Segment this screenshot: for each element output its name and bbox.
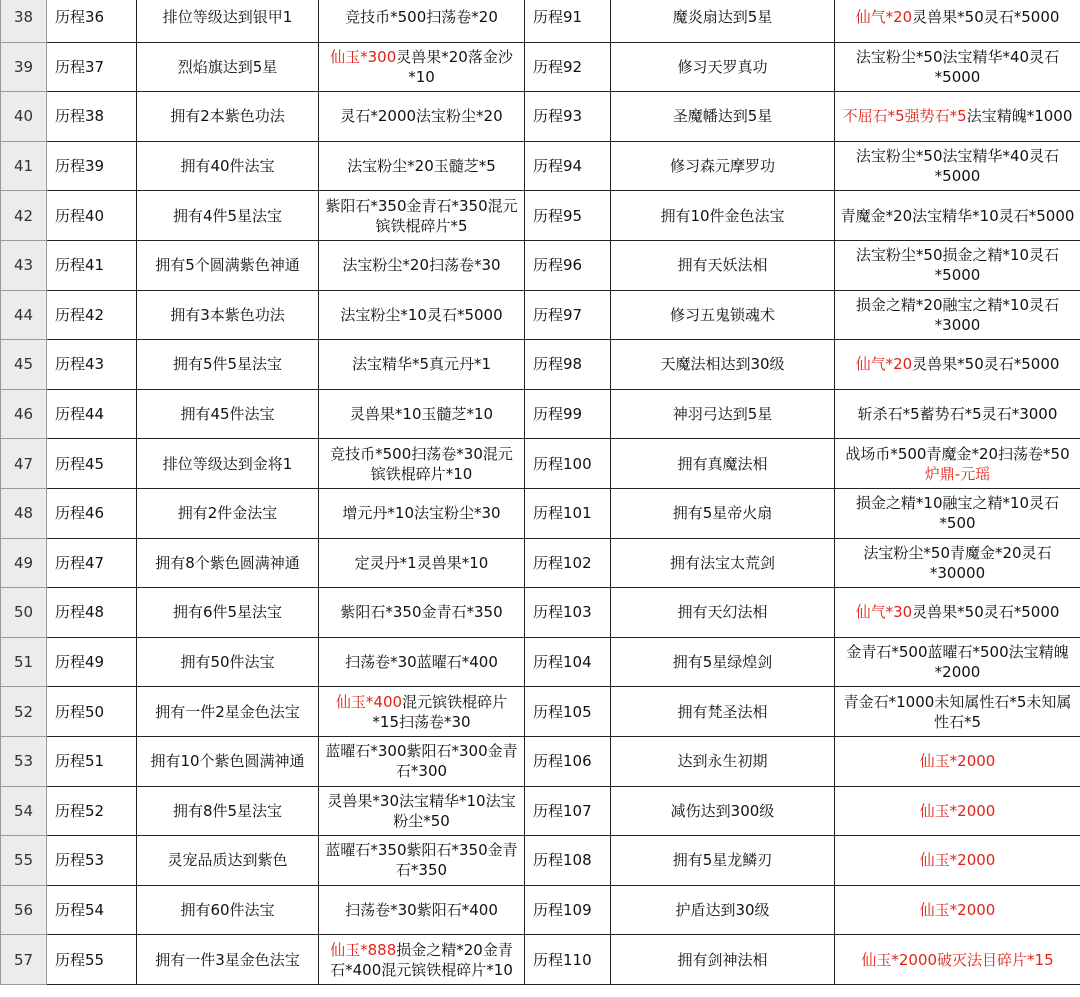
table-row xyxy=(1,290,1080,340)
reward-text: 灵兽果*50灵石*5000 xyxy=(912,603,1060,622)
table-row xyxy=(1,588,1080,638)
milestone-condition-cell[interactable]: 灵宠品质达到紫色 xyxy=(137,836,319,886)
row-number[interactable]: 44 xyxy=(1,290,47,340)
milestone-reward-cell[interactable] xyxy=(835,736,1080,786)
reward-text: 损金之精*20融宝之精*10灵石*3000 xyxy=(855,295,1060,334)
reward-text: 紫阳石*350金青石*350混元镔铁棍碎片*5 xyxy=(325,196,518,235)
milestone-condition-cell[interactable]: 魔炎扇达到5星 xyxy=(611,0,835,42)
milestone-condition-cell[interactable]: 拥有4件5星法宝 xyxy=(137,191,319,241)
reward-text: 青魔金*20法宝精华*10灵石*5000 xyxy=(840,206,1075,225)
table-row xyxy=(1,42,1080,92)
milestone-reward-cell[interactable] xyxy=(319,439,525,489)
milestone-id-cell[interactable]: 历程107 xyxy=(525,786,611,836)
reward-text: 损金之精*10融宝之精*10灵石*500 xyxy=(855,494,1060,533)
milestone-condition-cell[interactable]: 护盾达到30级 xyxy=(611,885,835,935)
milestone-id-cell[interactable]: 历程91 xyxy=(525,0,611,42)
row-number[interactable]: 51 xyxy=(1,637,47,687)
milestone-id-cell[interactable]: 历程44 xyxy=(47,389,137,439)
milestone-condition-cell[interactable]: 拥有5星龙鳞刃 xyxy=(611,836,835,886)
milestone-reward-cell[interactable] xyxy=(835,191,1080,241)
row-number[interactable]: 54 xyxy=(1,786,47,836)
milestone-condition-cell[interactable]: 拥有法宝太荒剑 xyxy=(611,538,835,588)
reward-text: 增元丹*10法宝粉尘*30 xyxy=(342,504,501,523)
milestone-reward-cell[interactable] xyxy=(835,588,1080,638)
reward-text: 法宝粉尘*50法宝精华*40灵石*5000 xyxy=(855,47,1060,86)
milestone-id-cell[interactable]: 历程52 xyxy=(47,786,137,836)
milestone-reward-cell[interactable] xyxy=(835,240,1080,290)
milestone-reward-cell[interactable] xyxy=(835,290,1080,340)
reward-text: 扫荡卷*30紫阳石*400 xyxy=(345,900,498,919)
milestone-id-cell[interactable]: 历程48 xyxy=(47,588,137,638)
milestone-id-cell[interactable]: 历程45 xyxy=(47,439,137,489)
highlight-reward-text: 仙玉*2000 xyxy=(919,752,996,771)
reward-text: 灵兽果*30法宝精华*10法宝粉尘*50 xyxy=(327,791,516,830)
milestone-condition-cell[interactable]: 拥有真魔法相 xyxy=(611,439,835,489)
milestone-condition-cell[interactable]: 烈焰旗达到5星 xyxy=(137,42,319,92)
milestone-reward-cell[interactable] xyxy=(319,885,525,935)
table-row xyxy=(1,92,1080,142)
row-number[interactable]: 46 xyxy=(1,389,47,439)
table-row xyxy=(1,439,1080,489)
table-row xyxy=(1,885,1080,935)
highlight-reward-text: 仙玉*300 xyxy=(330,47,397,66)
milestone-reward-cell[interactable] xyxy=(835,836,1080,886)
milestone-id-cell[interactable]: 历程95 xyxy=(525,191,611,241)
milestone-condition-cell[interactable]: 拥有3本紫色功法 xyxy=(137,290,319,340)
reward-text: 法宝粉尘*20玉髓芝*5 xyxy=(347,157,496,176)
milestone-id-cell[interactable]: 历程36 xyxy=(47,0,137,42)
milestone-id-cell[interactable]: 历程41 xyxy=(47,240,137,290)
milestone-id-cell[interactable]: 历程97 xyxy=(525,290,611,340)
milestone-id-cell[interactable]: 历程110 xyxy=(525,935,611,985)
row-number[interactable]: 53 xyxy=(1,736,47,786)
milestone-id-cell[interactable]: 历程37 xyxy=(47,42,137,92)
reward-text: 灵兽果*50灵石*5000 xyxy=(912,8,1060,27)
milestone-reward-cell[interactable] xyxy=(319,935,525,985)
milestone-condition-cell[interactable]: 拥有5件5星法宝 xyxy=(137,340,319,390)
reward-text: 战场币*500青魔金*20扫荡卷*50 xyxy=(845,444,1070,463)
milestone-condition-cell[interactable]: 拥有50件法宝 xyxy=(137,637,319,687)
reward-text: 斩杀石*5蓄势石*5灵石*3000 xyxy=(857,405,1058,424)
milestone-reward-cell[interactable] xyxy=(835,885,1080,935)
milestone-id-cell[interactable]: 历程109 xyxy=(525,885,611,935)
milestone-id-cell[interactable]: 历程55 xyxy=(47,935,137,985)
milestone-id-cell[interactable]: 历程42 xyxy=(47,290,137,340)
reward-text: 灵石*2000法宝粉尘*20 xyxy=(340,107,503,126)
milestone-id-cell[interactable]: 历程104 xyxy=(525,637,611,687)
milestone-reward-cell[interactable] xyxy=(319,290,525,340)
table-row xyxy=(1,389,1080,439)
row-number[interactable]: 43 xyxy=(1,240,47,290)
row-number[interactable]: 57 xyxy=(1,935,47,985)
milestone-condition-cell[interactable]: 拥有6件5星法宝 xyxy=(137,588,319,638)
table-row xyxy=(1,637,1080,687)
milestone-id-cell[interactable]: 历程93 xyxy=(525,92,611,142)
milestone-reward-cell[interactable] xyxy=(319,836,525,886)
reward-text: 灵兽果*50灵石*5000 xyxy=(912,355,1060,374)
milestone-condition-cell[interactable]: 拥有5星绿煌剑 xyxy=(611,637,835,687)
highlight-reward-text: 仙玉*2000 xyxy=(919,851,996,870)
milestone-reward-cell[interactable] xyxy=(835,786,1080,836)
reward-text: 法宝粉尘*50损金之精*10灵石*5000 xyxy=(855,246,1060,285)
milestone-reward-cell[interactable] xyxy=(319,588,525,638)
row-number[interactable]: 47 xyxy=(1,439,47,489)
row-number[interactable]: 56 xyxy=(1,885,47,935)
milestone-condition-cell[interactable]: 拥有60件法宝 xyxy=(137,885,319,935)
table-row xyxy=(1,786,1080,836)
milestone-id-cell[interactable]: 历程50 xyxy=(47,687,137,737)
table-row xyxy=(1,836,1080,886)
row-number[interactable]: 52 xyxy=(1,687,47,737)
milestone-condition-cell[interactable]: 达到永生初期 xyxy=(611,736,835,786)
milestone-id-cell[interactable]: 历程100 xyxy=(525,439,611,489)
milestone-condition-cell[interactable]: 拥有40件法宝 xyxy=(137,141,319,191)
milestone-condition-cell[interactable]: 拥有一件3星金色法宝 xyxy=(137,935,319,985)
reward-text: 法宝粉尘*10灵石*5000 xyxy=(340,305,503,324)
milestone-condition-cell[interactable]: 排位等级达到金将1 xyxy=(137,439,319,489)
row-number[interactable]: 40 xyxy=(1,92,47,142)
milestone-id-cell[interactable]: 历程43 xyxy=(47,340,137,390)
highlight-reward-text: 仙玉*2000 xyxy=(919,801,996,820)
row-number[interactable]: 50 xyxy=(1,588,47,638)
milestone-reward-cell[interactable] xyxy=(319,0,525,42)
highlight-reward-text: 不屈石*5强势石*5 xyxy=(842,107,967,126)
milestone-reward-cell[interactable] xyxy=(835,935,1080,985)
table-row xyxy=(1,687,1080,737)
milestone-id-cell[interactable]: 历程105 xyxy=(525,687,611,737)
milestone-condition-cell[interactable]: 拥有天幻法相 xyxy=(611,588,835,638)
milestone-id-cell[interactable]: 历程106 xyxy=(525,736,611,786)
milestone-reward-cell[interactable] xyxy=(835,538,1080,588)
milestone-condition-cell[interactable]: 拥有一件2星金色法宝 xyxy=(137,687,319,737)
milestone-condition-cell[interactable]: 拥有2件金法宝 xyxy=(137,488,319,538)
milestone-id-cell[interactable]: 历程51 xyxy=(47,736,137,786)
table-body xyxy=(1,0,1080,984)
milestone-reward-cell[interactable] xyxy=(319,240,525,290)
milestone-reward-cell[interactable] xyxy=(319,637,525,687)
milestone-id-cell[interactable]: 历程102 xyxy=(525,538,611,588)
table-row xyxy=(1,488,1080,538)
reward-text: 损金之精*20金青石*400混元镔铁棍碎片*10 xyxy=(330,940,513,979)
highlight-reward-text: 仙玉*2000破灭法目碎片*15 xyxy=(861,950,1054,969)
milestone-condition-cell[interactable]: 拥有10件金色法宝 xyxy=(611,191,835,241)
milestone-condition-cell[interactable]: 修习森元摩罗功 xyxy=(611,141,835,191)
reward-text: 金青石*500蓝曜石*500法宝精魄*2000 xyxy=(846,643,1069,682)
row-number[interactable]: 38 xyxy=(1,0,47,42)
row-number[interactable]: 48 xyxy=(1,488,47,538)
milestone-id-cell[interactable]: 历程96 xyxy=(525,240,611,290)
reward-text: 扫荡卷*30蓝曜石*400 xyxy=(345,653,498,672)
milestone-condition-cell[interactable]: 拥有5个圆满紫色神通 xyxy=(137,240,319,290)
reward-text: 紫阳石*350金青石*350 xyxy=(340,603,503,622)
milestone-reward-cell[interactable] xyxy=(319,389,525,439)
milestone-reward-cell[interactable] xyxy=(835,637,1080,687)
milestone-id-cell[interactable]: 历程46 xyxy=(47,488,137,538)
milestone-reward-cell[interactable] xyxy=(835,42,1080,92)
reward-text: 法宝粉尘*20扫荡卷*30 xyxy=(342,256,501,275)
highlight-reward-text: 仙玉*888 xyxy=(330,940,397,959)
milestone-condition-cell[interactable]: 拥有5星帝火扇 xyxy=(611,488,835,538)
row-number[interactable]: 55 xyxy=(1,836,47,886)
row-number[interactable]: 39 xyxy=(1,42,47,92)
milestone-condition-cell[interactable]: 拥有2本紫色功法 xyxy=(137,92,319,142)
milestone-id-cell[interactable]: 历程38 xyxy=(47,92,137,142)
milestone-reward-cell[interactable] xyxy=(319,538,525,588)
milestone-condition-cell[interactable]: 拥有45件法宝 xyxy=(137,389,319,439)
milestone-reward-cell[interactable] xyxy=(319,191,525,241)
milestone-condition-cell[interactable]: 拥有天妖法相 xyxy=(611,240,835,290)
milestone-condition-cell[interactable]: 圣魔幡达到5星 xyxy=(611,92,835,142)
row-number[interactable]: 42 xyxy=(1,191,47,241)
milestone-condition-cell[interactable]: 减伤达到300级 xyxy=(611,786,835,836)
milestone-reward-cell[interactable] xyxy=(319,687,525,737)
table-row xyxy=(1,141,1080,191)
milestone-id-cell[interactable]: 历程54 xyxy=(47,885,137,935)
reward-text: 混元镔铁棍碎片*15扫荡卷*30 xyxy=(372,692,508,731)
milestone-reward-cell[interactable] xyxy=(319,92,525,142)
reward-text: 蓝曜石*300紫阳石*300金青石*300 xyxy=(325,742,518,781)
highlight-reward-text: 仙玉*400 xyxy=(335,692,403,711)
highlight-reward-text: 仙玉*2000 xyxy=(919,900,996,919)
reward-text: 法宝精华*5真元丹*1 xyxy=(351,355,492,374)
milestone-id-cell[interactable]: 历程40 xyxy=(47,191,137,241)
milestone-reward-cell[interactable] xyxy=(319,340,525,390)
row-number[interactable]: 45 xyxy=(1,340,47,390)
row-number[interactable]: 41 xyxy=(1,141,47,191)
milestone-id-cell[interactable]: 历程92 xyxy=(525,42,611,92)
milestone-condition-cell[interactable]: 拥有8件5星法宝 xyxy=(137,786,319,836)
reward-text: 法宝粉尘*50法宝精华*40灵石*5000 xyxy=(855,147,1060,186)
milestone-reward-cell[interactable] xyxy=(835,488,1080,538)
table-row xyxy=(1,935,1080,985)
milestone-reward-cell[interactable] xyxy=(319,736,525,786)
highlight-reward-text: 仙气*20 xyxy=(855,355,913,374)
table-row xyxy=(1,340,1080,390)
milestone-id-cell[interactable]: 历程49 xyxy=(47,637,137,687)
milestone-condition-cell[interactable]: 拥有梵圣法相 xyxy=(611,687,835,737)
row-number[interactable]: 49 xyxy=(1,538,47,588)
milestone-condition-cell[interactable]: 修习五鬼锁魂术 xyxy=(611,290,835,340)
milestone-id-cell[interactable]: 历程99 xyxy=(525,389,611,439)
milestone-reward-cell[interactable] xyxy=(835,439,1080,489)
milestone-condition-cell[interactable]: 拥有10个紫色圆满神通 xyxy=(137,736,319,786)
reward-text: 法宝精魄*1000 xyxy=(966,107,1073,126)
table-row xyxy=(1,736,1080,786)
milestone-id-cell[interactable]: 历程98 xyxy=(525,340,611,390)
milestone-condition-cell[interactable]: 神羽弓达到5星 xyxy=(611,389,835,439)
table-row xyxy=(1,191,1080,241)
reward-text: 竞技币*500扫荡卷*20 xyxy=(345,8,498,27)
milestone-id-cell[interactable]: 历程108 xyxy=(525,836,611,886)
milestone-reward-cell[interactable] xyxy=(319,42,525,92)
milestone-condition-cell[interactable]: 排位等级达到银甲1 xyxy=(137,0,319,42)
reward-text: 灵兽果*10玉髓芝*10 xyxy=(349,405,494,424)
milestone-id-cell[interactable]: 历程39 xyxy=(47,141,137,191)
milestone-id-cell[interactable]: 历程94 xyxy=(525,141,611,191)
table-row xyxy=(1,0,1080,42)
milestone-condition-cell[interactable]: 天魔法相达到30级 xyxy=(611,340,835,390)
highlight-reward-text: 仙气*20 xyxy=(855,8,913,27)
highlight-reward-text: 炉鼎-元瑶 xyxy=(924,464,991,483)
milestone-condition-cell[interactable]: 拥有剑神法相 xyxy=(611,935,835,985)
reward-text: 法宝粉尘*50青魔金*20灵石*30000 xyxy=(863,543,1052,582)
milestone-reward-cell[interactable] xyxy=(835,687,1080,737)
milestone-condition-cell[interactable]: 拥有8个紫色圆满神通 xyxy=(137,538,319,588)
reward-text: 青金石*1000未知属性石*5未知属性石*5 xyxy=(843,692,1072,731)
milestone-id-cell[interactable]: 历程101 xyxy=(525,488,611,538)
reward-text: 竞技币*500扫荡卷*30混元镔铁棍碎片*10 xyxy=(330,444,513,483)
table-row xyxy=(1,240,1080,290)
milestone-reward-cell[interactable] xyxy=(835,389,1080,439)
reward-text: 蓝曜石*350紫阳石*350金青石*350 xyxy=(325,841,518,880)
milestone-reward-cell[interactable] xyxy=(835,0,1080,42)
milestone-reward-cell[interactable] xyxy=(835,92,1080,142)
milestone-reward-cell[interactable] xyxy=(835,340,1080,390)
reward-text: 灵兽果*20落金沙*10 xyxy=(396,47,513,86)
milestone-reward-cell[interactable] xyxy=(835,141,1080,191)
highlight-reward-text: 仙气*30 xyxy=(855,603,913,622)
milestone-reward-cell[interactable] xyxy=(319,786,525,836)
milestone-reward-cell[interactable] xyxy=(319,141,525,191)
milestone-id-cell[interactable]: 历程47 xyxy=(47,538,137,588)
table-row xyxy=(1,538,1080,588)
milestone-condition-cell[interactable]: 修习天罗真功 xyxy=(611,42,835,92)
milestone-id-cell[interactable]: 历程103 xyxy=(525,588,611,638)
milestone-reward-cell[interactable] xyxy=(319,488,525,538)
reward-text: 定灵丹*1灵兽果*10 xyxy=(354,553,489,572)
milestone-id-cell[interactable]: 历程53 xyxy=(47,836,137,886)
